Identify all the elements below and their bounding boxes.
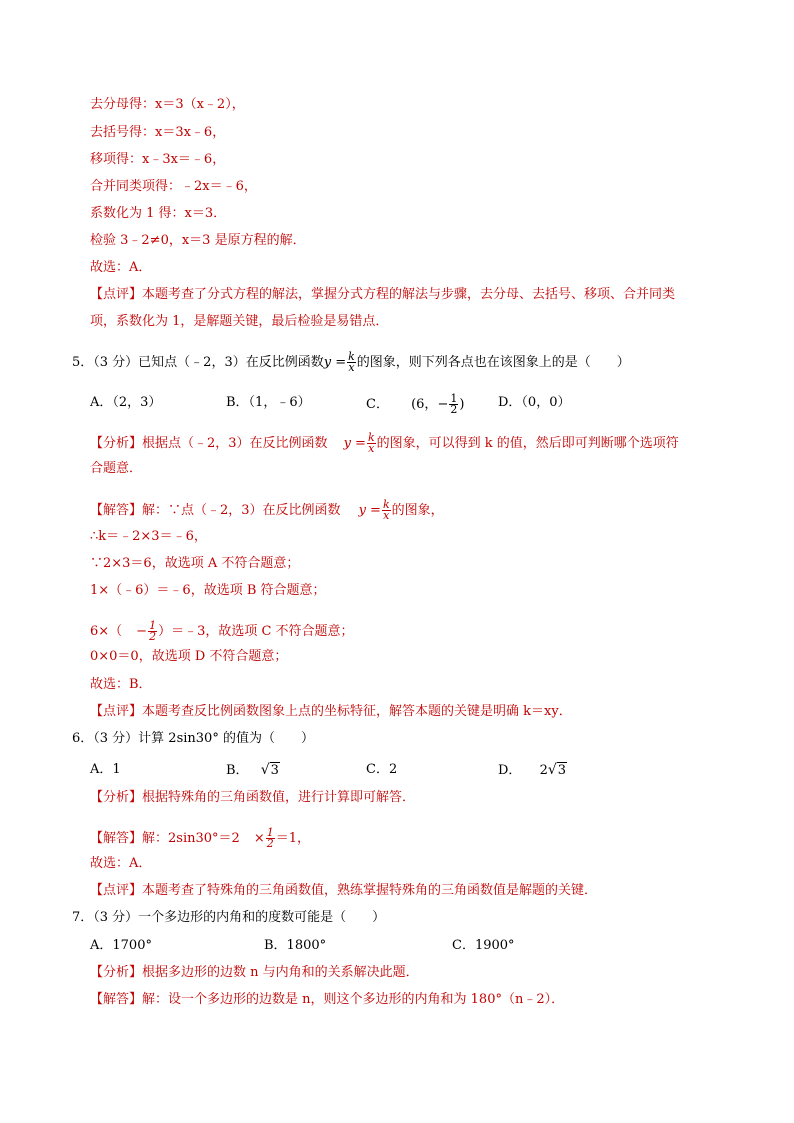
- review-line-1: [90, 286, 675, 304]
- q7-option-c: C．1900°: [452, 938, 515, 953]
- q5-option-c-a: (6，: [411, 397, 438, 412]
- q6-answer-b: 1，: [288, 831, 311, 846]
- q6-option-b: [226, 761, 280, 780]
- q7-answer-tag: 【解答】: [90, 992, 143, 1007]
- q6-option-c: C．2: [366, 762, 398, 777]
- step-denominator: 去分母得：x＝3（x﹣2），: [90, 97, 245, 112]
- q5c-den: 2: [450, 403, 458, 416]
- q5-review-tag: 【点评】: [90, 704, 143, 719]
- q6-answer: [90, 828, 310, 849]
- q5-option-d: D．（0，0）: [498, 395, 571, 410]
- review-tag: 【点评】: [90, 287, 143, 302]
- q7-analysis-text: 根据多边形的边数 n 与内角和的关系解决此题．: [142, 965, 419, 980]
- q5-step-1: ∴k＝﹣2×3＝﹣6，: [90, 529, 207, 544]
- q6-answer-eq: ＝: [275, 831, 289, 846]
- q6-analysis: [90, 789, 415, 807]
- q5-step-6: 故选：B．: [90, 677, 152, 692]
- q6-option-d-sqrt: √3: [547, 762, 567, 778]
- q6-option-a: A．1: [90, 762, 121, 777]
- q7-analysis-tag: 【分析】: [90, 965, 143, 980]
- q7-analysis: [90, 964, 419, 982]
- q5-step-4-b: ）＝﹣3，故选项 C 不符合题意；: [158, 624, 354, 639]
- q7-answer-text: 解：设一个多边形的边数是 n，则这个多边形的内角和为 180°（n﹣2）．: [142, 992, 565, 1007]
- q5-option-c-neg: −: [437, 397, 449, 412]
- q5-step-4-neg: −: [136, 624, 148, 639]
- q6-option-b-sqrt: √3: [260, 762, 279, 778]
- q5a-num: k: [367, 431, 375, 444]
- q5-step-3: 1×（﹣6）＝﹣6，故选项 B 符合题意；: [90, 583, 326, 598]
- q5-analysis-y: y =: [343, 436, 366, 451]
- q5-answer-b: 的图象，: [391, 503, 444, 518]
- q5-step-4-fraction: [148, 621, 157, 642]
- review-text: 本题考查了分式方程的解法，掌握分式方程的解法与步骤，去分母、去括号、移项、合并同类: [142, 287, 676, 302]
- q5-answer-tag: 【解答】: [90, 503, 143, 518]
- q5-analysis-a: 根据点（﹣2，3）在反比例函数: [142, 436, 328, 451]
- q5-answer: [90, 500, 444, 521]
- q7-option-a: A．1700°: [90, 938, 152, 953]
- step-transpose: 移项得：x﹣3x＝﹣6，: [90, 152, 226, 167]
- step-check: 检验 3﹣2≠0，x＝3 是原方程的解．: [90, 233, 306, 248]
- q6-choice: 故选：A．: [90, 856, 152, 871]
- q5-y-eq: y =: [323, 355, 347, 370]
- q5-option-b: B．（1，﹣6）: [226, 395, 311, 410]
- q5-review-text: 本题考查反比例函数图象上点的坐标特征，解答本题的关键是明确 k＝xy．: [142, 704, 572, 719]
- q5-stem: [72, 352, 630, 373]
- q6-stem: 6．（3 分）计算 2sin30° 的值为（ ）: [72, 731, 314, 746]
- q5-fraction: [347, 352, 356, 373]
- q5-stem-a: 5．（3 分）已知点（﹣2，3）在反比例函数: [72, 355, 324, 370]
- q5-analysis-b: 的图象，可以得到 k 的值，然后即可判断哪个选项符: [376, 436, 679, 451]
- q6-num: 1: [266, 826, 274, 839]
- q6-review-tag: 【点评】: [90, 883, 143, 898]
- q5-option-c: [366, 394, 464, 415]
- q6-review-text: 本题考查了特殊角的三角函数值，熟练掌握特殊角的三角函数值是解题的关键．: [142, 883, 598, 898]
- q6-review: [90, 882, 597, 900]
- q5-step-4-a: 6×（: [90, 624, 123, 639]
- q5-option-c-b: ): [459, 397, 465, 412]
- q5-num: k: [348, 350, 355, 363]
- q5b-den: x: [383, 509, 390, 522]
- q5-analysis: [90, 433, 679, 454]
- q5-step-2: ∵2×3＝6，故选项 A 不符合题意；: [90, 556, 300, 571]
- q5-step-5: 0×0＝0，故选项 D 不符合题意；: [90, 649, 288, 664]
- q5-answer-y: y =: [358, 503, 381, 518]
- q5-review: [90, 703, 572, 721]
- q6-option-d: [498, 761, 567, 780]
- q5-den: x: [348, 361, 355, 374]
- q6-option-d-label: D．: [498, 763, 522, 778]
- q6-option-b-label: B．: [226, 763, 249, 778]
- q5s-den: 2: [149, 630, 157, 643]
- q5-stem-b: 的图象，则下列各点也在该图象上的是（ ）: [356, 355, 630, 370]
- q5-option-c-fraction: [449, 394, 458, 415]
- q6-option-d-coef: 2: [539, 763, 548, 778]
- q6-answer-tag: 【解答】: [90, 831, 143, 846]
- choice-line: 故选：A．: [90, 260, 152, 275]
- q5-analysis-cont: 合题意．: [90, 461, 143, 476]
- q5b-num: k: [382, 498, 390, 511]
- q5s-num: 1: [149, 619, 157, 632]
- q5c-num: 1: [450, 392, 458, 405]
- step-coefficient: 系数化为 1 得：x＝3．: [90, 206, 227, 221]
- q7-answer: [90, 991, 564, 1009]
- q6-analysis-tag: 【分析】: [90, 790, 143, 805]
- q5-option-a: A．（2，3）: [90, 395, 162, 410]
- review-line-2: 项，系数化为 1，是解题关键，最后检验是易错点．: [90, 314, 389, 329]
- q5-step-4: [90, 621, 354, 642]
- step-combine: 合并同类项得：﹣2x＝﹣6，: [90, 179, 257, 194]
- q5a-den: x: [368, 442, 375, 455]
- q6-analysis-text: 根据特殊角的三角函数值，进行计算即可解答．: [142, 790, 416, 805]
- q6-answer-times: ×: [253, 831, 265, 846]
- q6-option-d-rad: 3: [557, 763, 567, 778]
- q5-answer-a: 解：∵点（﹣2，3）在反比例函数: [142, 503, 341, 518]
- q5-option-c-label: C．: [366, 397, 389, 412]
- q5-analysis-fraction: [367, 433, 376, 454]
- q6-answer-fraction: [266, 828, 275, 849]
- q7-option-b: B．1800°: [264, 938, 327, 953]
- q5-answer-fraction: [382, 500, 391, 521]
- q6-answer-a: 解：2sin30°＝2: [142, 831, 240, 846]
- q5-analysis-tag: 【分析】: [90, 436, 143, 451]
- q6-option-b-rad: 3: [270, 763, 279, 778]
- q6-den: 2: [266, 837, 274, 850]
- step-brackets: 去括号得：x＝3x﹣6，: [90, 125, 226, 140]
- q7-stem: 7．（3 分）一个多边形的内角和的度数可能是（ ）: [72, 910, 386, 925]
